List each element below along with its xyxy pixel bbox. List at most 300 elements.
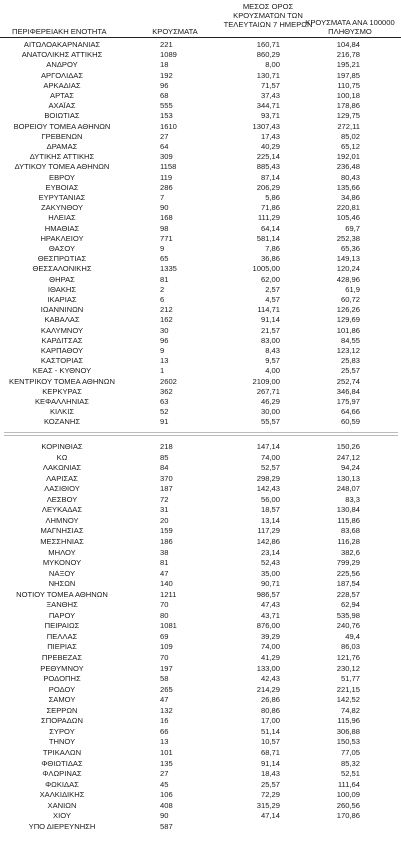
avg7-cell: 5,86 [265,193,280,202]
table-row [0,152,401,162]
table-row [0,183,401,193]
cases-cell: 265 [160,684,173,694]
table-row [0,336,401,346]
unit-name-cell: ΝΟΤΙΟΥ ΤΟΜΕΑ ΑΘΗΝΩΝ [16,589,108,599]
table-row [0,407,401,417]
unit-name-cell: ΛΑΡΙΣΑΣ [46,473,78,483]
avg7-cell: 2109,00 [252,376,280,386]
cases-cell: 90 [160,203,169,213]
cases-cell: 140 [160,579,173,589]
per100k-cell: 100,09 [336,790,360,800]
per100k-cell: 225,56 [336,568,360,578]
avg7-cell: 64,14 [260,223,280,233]
cases-cell: 96 [160,80,169,90]
unit-name-cell: ΠΕΙΡΑΙΩΣ [44,621,80,631]
avg7-cell: 62,00 [260,274,280,284]
per100k-cell: 65,12 [340,142,360,151]
avg7-cell: 23,14 [260,547,280,557]
table-row [0,224,401,234]
unit-name-cell: ΚΕΝΤΡΙΚΟΥ ΤΟΜΕΑ ΑΘΗΝΩΝ [9,376,115,386]
cases-cell: 218 [160,442,173,451]
table-row [0,173,401,183]
unit-name-cell: ΧΑΛΚΙΔΙΚΗΣ [39,790,85,800]
per100k-cell: 126,26 [336,305,360,315]
table-row [0,71,401,81]
unit-name-cell: ΚΕΡΚΥΡΑΣ [42,386,82,396]
unit-name-cell: ΜΗΛΟΥ [48,547,76,557]
cases-cell: 106 [160,790,173,800]
avg7-cell: 80,86 [260,705,280,715]
table-row [0,295,401,305]
unit-name-cell: ΚΑΒΑΛΑΣ [44,315,80,325]
unit-name-cell: ΕΒΡΟΥ [49,172,75,182]
table-row [0,60,401,70]
table-row [0,759,401,769]
cases-cell: 187 [160,484,173,494]
avg7-cell: 74,00 [260,452,280,462]
unit-name-cell: ΙΚΑΡΙΑΣ [47,295,77,304]
avg7-cell: 267,71 [256,386,280,396]
cases-cell: 6 [160,295,165,304]
avg7-cell: 114,71 [257,305,280,315]
cases-cell: 1081 [160,621,177,631]
cases-cell: 186 [160,536,173,546]
unit-name-cell: ΣΠΟΡΑΔΩΝ [41,716,83,726]
cases-cell: 16 [160,716,169,726]
unit-name-cell: ΦΘΙΩΤΙΔΑΣ [41,758,83,768]
per100k-cell: 25,57 [340,366,360,376]
unit-name-cell: ΛΑΚΩΝΙΑΣ [42,463,82,473]
table-row [0,244,401,254]
per100k-cell: 74,82 [340,705,360,715]
table-row [0,737,401,747]
cases-cell: 58 [160,674,169,684]
table-row [0,748,401,758]
unit-name-cell: ΡΟΔΟΥ [48,684,76,694]
table-row [0,801,401,811]
table-row [0,397,401,407]
avg7-cell: 72,29 [260,790,280,800]
table-row [0,132,401,142]
avg7-cell: 344,71 [256,101,280,111]
cases-cell: 408 [160,800,173,810]
unit-name-cell: ΗΛΕΙΑΣ [48,213,76,223]
unit-name-cell: ΧΙΟΥ [53,811,71,821]
per100k-cell: 105,46 [336,213,360,223]
avg7-cell: 1307,43 [252,121,280,131]
avg7-cell: 315,29 [256,800,280,810]
table-row [0,590,401,600]
table-row [0,442,401,452]
avg7-cell: 298,29 [256,473,280,483]
cases-cell: 7 [160,193,165,202]
avg7-cell: 35,00 [260,568,280,578]
per100k-cell: 247,12 [336,452,360,462]
avg7-cell: 30,00 [260,407,280,417]
avg7-cell: 55,57 [260,417,280,427]
table-row [0,254,401,264]
per100k-cell: 100,18 [336,91,360,100]
avg7-cell: 214,29 [256,684,280,694]
unit-name-cell: ΗΡΑΚΛΕΙΟΥ [40,233,84,243]
per100k-cell: 85,02 [340,131,360,141]
unit-name-cell: ΚΕΑΣ - ΚΥΘΝΟΥ [32,366,92,376]
cases-cell: 96 [160,335,169,345]
unit-name-cell: ΣΕΡΡΩΝ [46,705,78,715]
cases-cell: 70 [160,653,169,662]
per100k-cell: 149,13 [336,254,360,264]
per100k-cell: 195,21 [336,60,360,70]
table-row [0,548,401,558]
avg7-cell: 18,43 [260,769,280,779]
per100k-cell: 130,84 [336,505,360,515]
unit-name-cell: ΛΑΣΙΘΙΟΥ [44,484,80,494]
unit-name-cell: ΗΜΑΘΙΑΣ [44,223,80,233]
per100k-cell: 346,84 [336,386,360,396]
per100k-cell: 62,94 [340,600,360,610]
avg7-cell: 18,57 [260,505,280,515]
per100k-cell: 34,86 [340,193,360,202]
per100k-cell: 192,01 [336,152,360,162]
per100k-cell: 260,56 [336,800,360,810]
table-row [0,600,401,610]
table-row [0,611,401,621]
table-row [0,453,401,463]
per100k-cell: 170,86 [336,811,360,821]
cases-cell: 221 [160,40,173,49]
avg7-cell: 37,43 [260,91,280,100]
table-row [0,213,401,223]
unit-name-cell: ΧΑΝΙΩΝ [47,800,77,810]
avg7-cell: 986,57 [256,589,280,599]
per100k-cell: 178,86 [336,101,360,111]
unit-name-cell: ΡΟΔΟΠΗΣ [43,674,81,684]
cases-cell: 90 [160,811,169,821]
table-row [0,40,401,50]
cases-cell: 119 [160,172,173,182]
table-row [0,81,401,91]
avg7-cell: 21,57 [260,325,280,335]
avg7-cell: 4,00 [265,366,280,376]
per100k-cell: 61,9 [345,284,360,294]
unit-name-cell: ΑΡΤΑΣ [50,91,74,100]
per100k-cell: 535,98 [336,610,360,620]
cases-cell: 47 [160,695,169,705]
per100k-cell: 130,13 [336,473,360,483]
cases-cell: 31 [160,505,169,515]
avg7-cell: 91,14 [260,758,280,768]
unit-name-cell: ΛΕΣΒΟΥ [46,494,78,504]
avg7-cell: 52,57 [260,463,280,473]
table-row [0,366,401,376]
unit-name-cell: ΚΕΦΑΛΛΗΝΙΑΣ [34,397,90,406]
cases-cell: 80 [160,610,169,620]
table-row [0,474,401,484]
per100k-cell: 116,28 [337,536,360,546]
avg7-cell: 56,00 [260,494,280,504]
cases-cell: 153 [160,111,173,121]
cases-cell: 18 [160,60,169,70]
cases-cell: 1610 [160,121,177,131]
cases-cell: 64 [160,142,169,151]
per100k-cell: 252,38 [336,233,360,243]
per100k-cell: 64,66 [340,407,360,417]
avg7-cell: 93,71 [260,111,280,121]
cases-cell: 84 [160,463,169,473]
table-row [0,356,401,366]
unit-name-cell: ΥΠΟ ΔΙΕΡΕΥΝΗΣΗ [28,821,96,831]
per100k-cell: 86,03 [340,642,360,652]
table-row [0,674,401,684]
table-row [0,315,401,325]
avg7-cell: 36,86 [260,254,280,264]
cases-cell: 13 [160,356,169,366]
unit-name-cell: ΠΑΡΟΥ [48,610,76,620]
avg7-cell: 46,29 [260,397,280,406]
unit-name-cell: ΠΙΕΡΙΑΣ [47,642,77,652]
unit-name-cell: ΛΗΜΝΟΥ [45,515,79,525]
unit-name-cell: ΚΑΣΤΟΡΙΑΣ [40,356,84,366]
per100k-cell: 120,24 [336,264,360,274]
table-row [0,558,401,568]
per100k-cell: 306,88 [336,726,360,736]
avg7-cell: 47,14 [260,811,280,821]
unit-name-cell: ΒΟΙΩΤΙΑΣ [44,111,80,121]
per100k-cell: 382,6 [340,547,360,557]
unit-name-cell: ΤΡΙΚΑΛΩΝ [42,747,82,757]
unit-name-cell: ΕΥΡΥΤΑΝΙΑΣ [38,193,86,202]
table-row [0,264,401,274]
avg7-cell: 1005,00 [252,264,280,274]
cases-cell: 162 [160,315,173,325]
avg7-cell: 111,29 [257,213,280,223]
avg7-cell: 147,14 [256,442,280,451]
avg7-cell: 51,14 [260,726,280,736]
cases-cell: 65 [160,254,169,264]
per100k-cell: 272,11 [337,121,360,131]
table-row [0,142,401,152]
unit-name-cell: ΘΕΣΣΑΛΟΝΙΚΗΣ [32,264,92,274]
table-row [0,685,401,695]
unit-name-cell: ΙΘΑΚΗΣ [47,284,77,294]
avg7-cell: 206,29 [256,182,280,192]
cases-cell: 68 [160,91,169,100]
header-avg7: ΜΕΣΟΣ ΟΡΟΣ ΚΡΟΥΣΜΑΤΩΝ ΤΩΝ ΤΕΛΕΥΤΑΙΩΝ 7 ΗΜΕΡΩΝ [223,2,313,29]
cases-cell: 30 [160,325,169,335]
per100k-cell: 115,96 [337,716,360,726]
unit-name-cell: ΚΟΖΑΝΗΣ [43,417,81,427]
table-row [0,234,401,244]
cases-cell: 85 [160,452,169,462]
unit-name-cell: ΚΙΛΚΙΣ [49,407,75,417]
per100k-cell: 77,05 [340,747,360,757]
avg7-cell: 68,71 [260,747,280,757]
header-per100k: ΚΡΟΥΣΜΑΤΑ ΑΝΑ 100000 ΠΛΗΘΥΣΜΟ [305,18,395,36]
unit-name-cell: ΔΥΤΙΚΗΣ ΑΤΤΙΚΗΣ [29,152,95,162]
table-row [0,495,401,505]
table-row [0,569,401,579]
per100k-cell: 248,07 [336,484,360,494]
avg7-cell: 2,57 [265,284,280,294]
cases-cell: 2602 [160,376,177,386]
table-row [0,516,401,526]
table-row [0,579,401,589]
cases-cell: 1089 [160,50,177,60]
per100k-cell: 221,15 [336,684,360,694]
per100k-cell: 115,86 [337,515,360,525]
avg7-cell: 71,86 [260,203,280,213]
per100k-cell: 69,7 [345,223,360,233]
section-separator [4,432,398,436]
per100k-cell: 83,68 [340,526,360,536]
table-row [0,162,401,172]
cases-cell: 2 [160,284,165,294]
unit-name-cell: ΜΕΣΣΗΝΙΑΣ [40,536,84,546]
table-row [0,326,401,336]
avg7-cell: 13,14 [260,515,280,525]
cases-cell: 587 [160,821,173,831]
unit-name-cell: ΘΑΣΟΥ [48,244,76,253]
per100k-cell: 51,77 [340,674,360,684]
avg7-cell: 8,43 [265,346,280,355]
cases-cell: 91 [160,417,169,427]
per100k-cell: 799,29 [336,558,360,568]
cases-cell: 81 [160,274,169,284]
avg7-cell: 90,71 [260,579,280,589]
avg7-cell: 71,57 [260,80,280,90]
per100k-cell: 25,83 [340,356,360,366]
per100k-cell: 85,32 [340,758,360,768]
per100k-cell: 175,97 [336,397,360,406]
avg7-cell: 117,29 [257,526,280,536]
avg7-cell: 87,14 [260,172,280,182]
cases-cell: 109 [160,642,173,652]
unit-name-cell: ΡΕΘΥΜΝΟΥ [40,663,84,673]
per100k-cell: 197,85 [336,70,360,80]
per100k-cell: 123,12 [336,346,360,355]
per100k-cell: 110,75 [337,80,360,90]
table-row [0,285,401,295]
avg7-cell: 17,43 [260,131,280,141]
per100k-cell: 142,52 [336,695,360,705]
avg7-cell: 876,00 [256,621,280,631]
per100k-cell: 240,76 [336,621,360,631]
cases-cell: 197 [160,663,173,673]
per100k-cell: 49,4 [345,631,360,641]
table-row [0,706,401,716]
per100k-cell: 84,55 [340,335,360,345]
unit-name-cell: ΑΝΔΡΟΥ [46,60,78,70]
table-row [0,822,401,832]
table-row [0,642,401,652]
unit-name-cell: ΣΑΜΟΥ [48,695,76,705]
avg7-cell: 885,43 [256,162,280,172]
per100k-cell: 60,72 [340,295,360,304]
avg7-cell: 142,86 [256,536,280,546]
per100k-cell: 80,43 [340,172,360,182]
avg7-cell: 26,86 [260,695,280,705]
unit-name-cell: ΘΗΡΑΣ [49,274,75,284]
unit-name-cell: ΓΡΕΒΕΝΩΝ [41,131,83,141]
avg7-cell: 47,43 [260,600,280,610]
cases-cell: 362 [160,386,173,396]
unit-name-cell: ΖΑΚΥΝΘΟΥ [41,203,83,213]
table-row [0,526,401,536]
per100k-cell: 220,81 [336,203,360,213]
unit-name-cell: ΛΕΥΚΑΔΑΣ [41,505,83,515]
cases-cell: 27 [160,131,169,141]
unit-name-cell: ΦΩΚΙΔΑΣ [45,779,79,789]
cases-cell: 63 [160,397,169,406]
unit-name-cell: ΚΩ [56,452,68,462]
per100k-cell: 94,24 [340,463,360,473]
table-row [0,305,401,315]
cases-cell: 52 [160,407,169,417]
cases-cell: 168 [160,213,173,223]
cases-cell: 1158 [160,162,177,172]
avg7-cell: 10,57 [260,737,280,747]
per100k-cell: 150,53 [336,737,360,747]
unit-name-cell: ΔΥΤΙΚΟΥ ΤΟΜΕΑ ΑΘΗΝΩΝ [14,162,110,172]
table-row [0,203,401,213]
avg7-cell: 225,14 [256,152,280,162]
table-row [0,377,401,387]
avg7-cell: 43,71 [260,610,280,620]
avg7-cell: 83,00 [260,335,280,345]
unit-name-cell: ΚΑΛΥΜΝΟΥ [40,325,84,335]
per100k-cell: 428,96 [336,274,360,284]
cases-cell: 370 [160,473,173,483]
cases-cell: 132 [160,705,173,715]
cases-cell: 70 [160,600,169,610]
table-row [0,727,401,737]
unit-name-cell: ΝΑΞΟΥ [48,568,76,578]
unit-name-cell: ΘΕΣΠΡΩΤΙΑΣ [37,254,87,264]
avg7-cell: 7,86 [265,244,280,253]
per100k-cell: 129,69 [336,315,360,325]
per100k-cell: 65,36 [340,244,360,253]
unit-name-cell: ΕΥΒΟΙΑΣ [45,182,79,192]
per100k-cell: 104,84 [336,40,360,49]
cases-cell: 27 [160,769,169,779]
unit-name-cell: ΜΑΓΝΗΣΙΑΣ [40,526,84,536]
header-unit: ΠΕΡΙΦΕΡΕΙΑΚΗ ΕΝΟΤΗΤΑ [12,27,107,36]
cases-cell: 1211 [160,589,177,599]
per100k-cell: 252,74 [336,376,360,386]
cases-cell: 38 [160,547,169,557]
per100k-cell: 230,12 [336,663,360,673]
avg7-cell: 4,57 [265,295,280,304]
unit-name-cell: ΑΡΚΑΔΙΑΣ [43,80,81,90]
table-row [0,695,401,705]
table-row [0,91,401,101]
unit-name-cell: ΝΗΣΩΝ [48,579,76,589]
avg7-cell: 9,57 [265,356,280,366]
cases-cell: 98 [160,223,169,233]
table-row [0,101,401,111]
table-row [0,387,401,397]
per100k-cell: 216,78 [336,50,360,60]
per100k-cell: 135,66 [336,182,360,192]
unit-name-cell: ΑΡΓΟΛΙΔΑΣ [40,70,84,80]
table-row [0,621,401,631]
table-row [0,111,401,121]
cases-cell: 309 [160,152,173,162]
table-row [0,463,401,473]
unit-name-cell: ΠΡΕΒΕΖΑΣ [41,653,83,662]
cases-cell: 45 [160,779,169,789]
table-row [0,790,401,800]
